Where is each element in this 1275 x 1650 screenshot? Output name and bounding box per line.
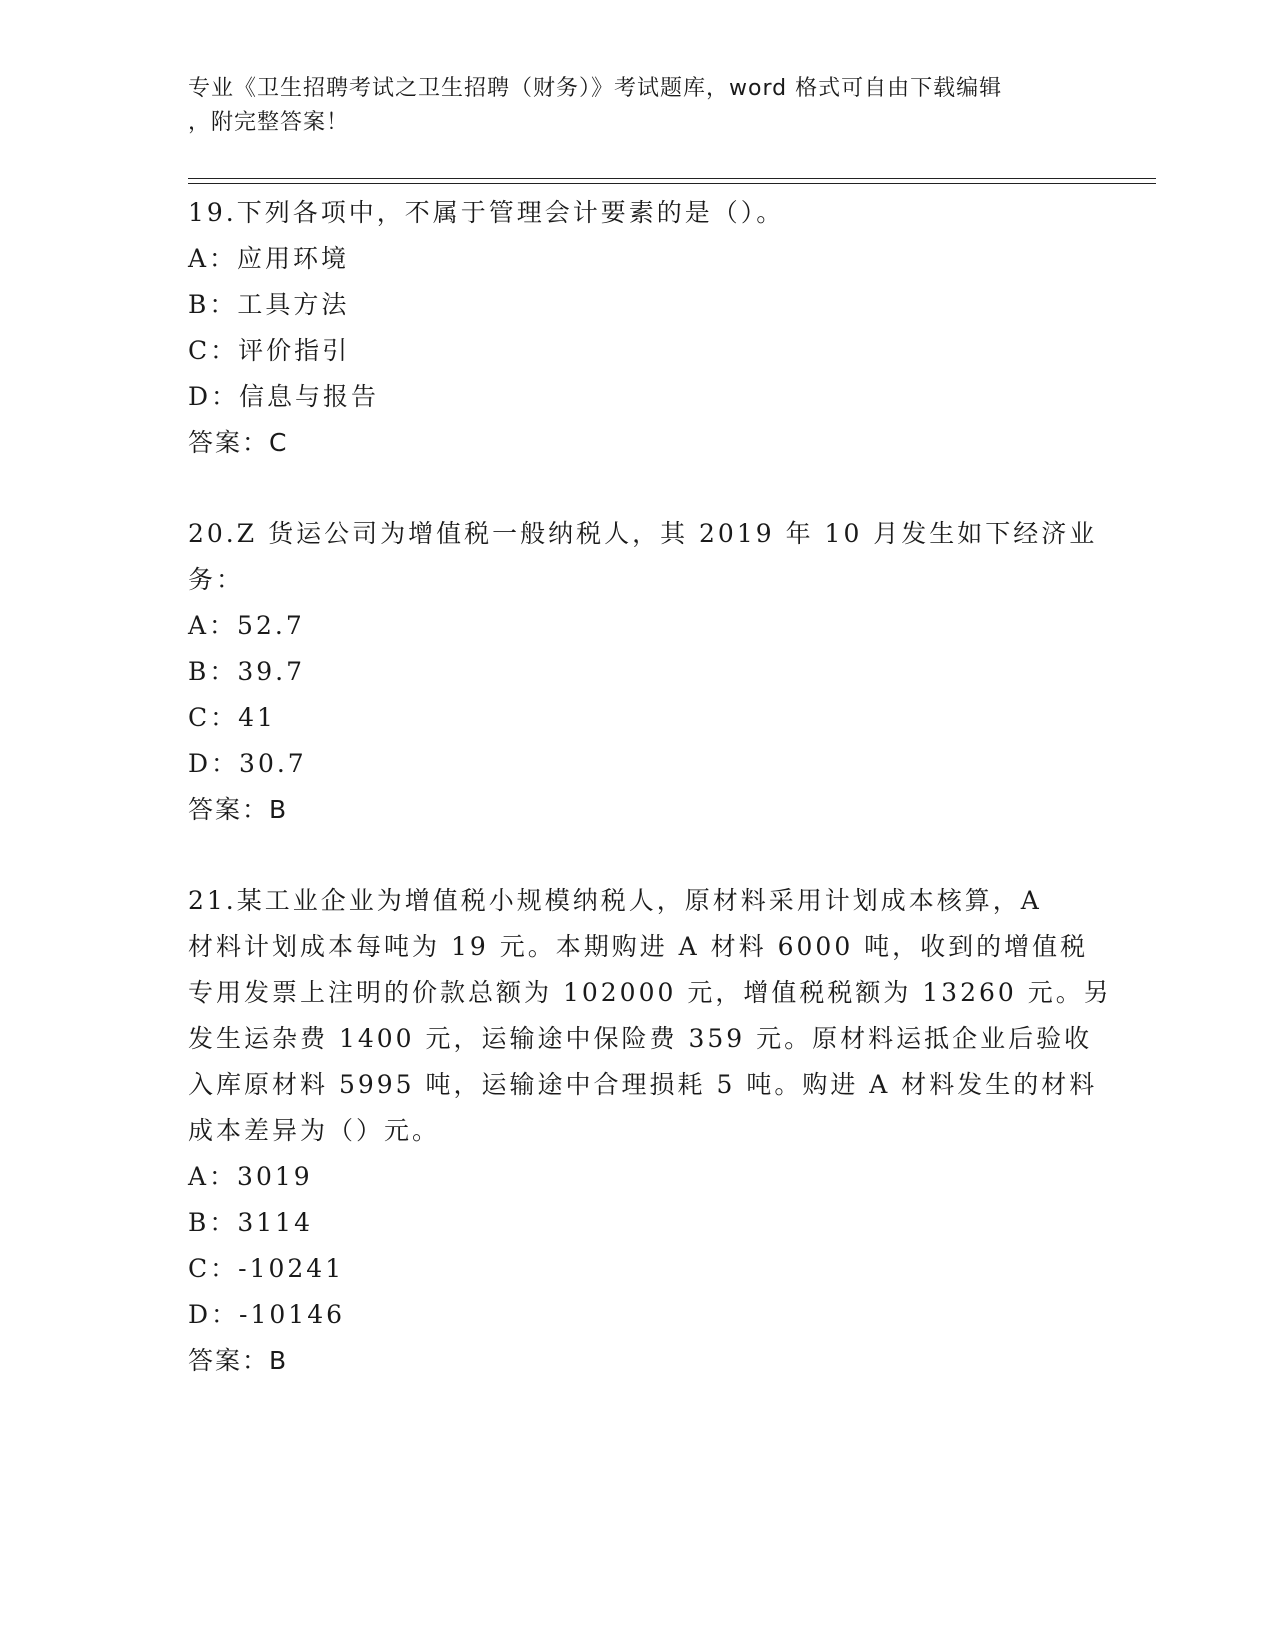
option-c: C：-10241 (188, 1254, 345, 1283)
header-line: ，附完整答案！ (188, 110, 350, 135)
question-list (188, 190, 1112, 1429)
answer-label: 答案：B (188, 1346, 289, 1375)
question-stem: 19.下列各项中，不属于管理会计要素的是（）。 (188, 198, 785, 227)
option-c: C：评价指引 (188, 336, 351, 365)
option-b: B：3114 (188, 1208, 313, 1237)
header-divider (188, 183, 1156, 184)
option-d: D：信息与报告 (188, 382, 380, 411)
question-20 (188, 511, 1098, 833)
option-d: D：30.7 (188, 749, 307, 778)
question-stem: 20.Z 货运公司为增值税一般纳税人，其 2019 年 10 月发生如下经济业 (188, 519, 1098, 548)
document-header (188, 72, 1088, 140)
header-divider (188, 178, 1156, 179)
option-a: A：3019 (188, 1162, 313, 1191)
question-stem: 入库原材料 5995 吨，运输途中合理损耗 5 吨。购进 A 材料发生的材料 (188, 1070, 1098, 1099)
header-line: 专业《卫生招聘考试之卫生招聘（财务）》考试题库，word 格式可自由下载编辑 (188, 76, 1003, 101)
question-stem: 材料计划成本每吨为 19 元。本期购进 A 材料 6000 吨，收到的增值税 (188, 932, 1089, 961)
option-a: A：应用环境 (188, 244, 350, 273)
answer-label: 答案：B (188, 795, 289, 824)
option-a: A：52.7 (188, 611, 305, 640)
question-stem: 成本差异为（）元。 (188, 1116, 441, 1145)
question-stem: 专用发票上注明的价款总额为 102000 元，增值税税额为 13260 元。另 (188, 978, 1112, 1007)
question-21 (188, 878, 1112, 1384)
question-stem: 21.某工业企业为增值税小规模纳税人，原材料采用计划成本核算，A (188, 886, 1042, 915)
option-b: B：39.7 (188, 657, 306, 686)
question-19 (188, 190, 1088, 466)
option-b: B：工具方法 (188, 290, 350, 319)
option-d: D：-10146 (188, 1300, 346, 1329)
question-stem: 务： (188, 565, 245, 594)
answer-label: 答案：C (188, 428, 289, 457)
option-c: C：41 (188, 703, 276, 732)
question-stem: 发生运杂费 1400 元，运输途中保险费 359 元。原材料运抵企业后验收 (188, 1024, 1093, 1053)
